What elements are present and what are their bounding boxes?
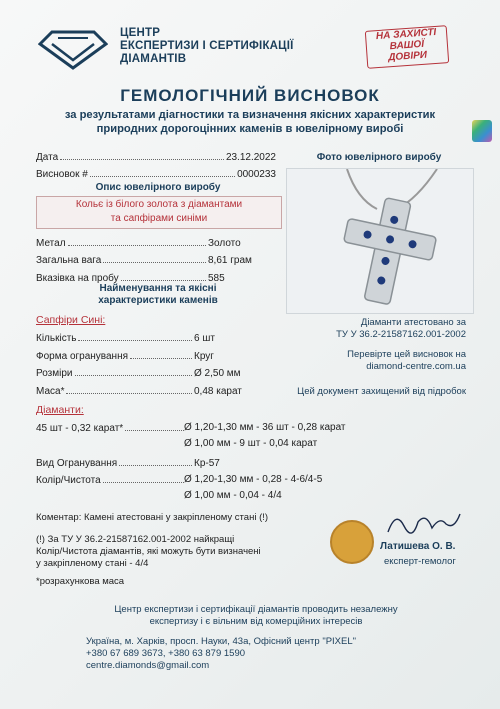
metal-value: Золото xyxy=(208,238,241,249)
subtitle-line-2: природних дорогоцінних каменів в ювелірному виробі xyxy=(96,123,404,135)
description-line-2: та сапфірами синіми xyxy=(110,213,208,224)
number-value: 0000233 xyxy=(237,169,276,180)
footer-line-2: експертизу і є вільним від комерційних інтересів xyxy=(149,616,363,627)
stones-heading xyxy=(36,283,280,307)
diamond-cut-value: Кр-57 xyxy=(194,458,220,469)
trust-stamp xyxy=(365,25,449,69)
contacts-block xyxy=(86,636,356,672)
footer-line-1: Центр експертизи і сертифікації діамантів проводить незалежну xyxy=(114,604,398,615)
org-line-3: ДІАМАНТІВ xyxy=(120,53,187,65)
number-row xyxy=(36,166,276,180)
item-description-box xyxy=(36,196,282,229)
spec-note xyxy=(36,534,261,570)
spec-note-line-2: Колір/Чистота діамантів, які можуть бути визначені xyxy=(36,546,261,557)
diamond-logo-icon xyxy=(38,30,108,70)
seal-icon xyxy=(330,520,374,564)
sapphire-size-label: Розміри xyxy=(36,368,73,379)
probe-label: Вказівка на пробу xyxy=(36,273,119,284)
protection-note: Цей документ захищений від підробок xyxy=(297,386,466,397)
stamp-line-3: ДОВІРИ xyxy=(387,49,428,64)
stones-heading-line-1: Найменування та якісні xyxy=(99,283,217,294)
probe-value: 585 xyxy=(208,273,225,284)
attestation-line-2: ТУ У 36.2-21587162.001-2002 xyxy=(336,329,466,340)
date-value: 23.12.2022 xyxy=(225,152,276,163)
attestation-line-1: Діаманти атестовано за xyxy=(360,317,466,328)
footer-statement xyxy=(86,604,426,628)
weight-row xyxy=(36,252,276,266)
sapphire-size-value: Ø 2,50 мм xyxy=(194,368,241,379)
spec-note-line-1: (!) За ТУ У 36.2-21587162.001-2002 найкращі xyxy=(36,534,235,545)
subtitle-line-1: за результатами діагностики та визначення якісних характеристик xyxy=(64,109,436,121)
diamond-color-row xyxy=(36,472,186,486)
diamond-total-label: 45 шт - 0,32 карат* xyxy=(36,423,124,434)
weight-label: Загальна вага xyxy=(36,255,102,266)
jewelry-photo xyxy=(286,168,474,314)
diamond-cut-label: Вид Огранування xyxy=(36,458,118,469)
description-heading: Опис ювелірного виробу xyxy=(95,182,221,193)
organization-name xyxy=(120,27,294,66)
verify-note xyxy=(280,349,466,373)
number-label: Висновок # xyxy=(36,169,88,180)
sapphire-qty-row xyxy=(36,330,276,344)
expert-role: експерт-гемолог xyxy=(384,556,456,567)
sapphire-qty-label: Кількість xyxy=(36,333,77,344)
sapphire-mass-row xyxy=(36,383,276,397)
stamp-line-1: НА ЗАХИСТІ xyxy=(375,26,437,43)
verify-line-1: Перевірте цей висновок на xyxy=(347,349,466,360)
photo-title: Фото ювелірного виробу xyxy=(316,152,442,163)
sapphire-cut-value: Круг xyxy=(194,351,214,362)
hologram-sticker xyxy=(472,120,492,142)
diamond-cut-row xyxy=(36,455,276,469)
attestation-note xyxy=(280,317,466,341)
sapphire-qty-value: 6 шт xyxy=(194,333,215,344)
stamp-line-2: ВАШОЇ xyxy=(389,38,425,53)
metal-row xyxy=(36,235,276,249)
diamond-color-label: Колір/Чистота xyxy=(36,475,101,486)
spec-note-line-3: у закріпленому стані - 4/4 xyxy=(36,558,149,569)
expert-name: Латишева О. В. xyxy=(380,541,456,552)
sapphire-mass-label: Маса* xyxy=(36,386,65,397)
signature-mark xyxy=(384,506,464,540)
sapphire-mass-value: 0,48 карат xyxy=(194,386,242,397)
date-label: Дата xyxy=(36,152,59,163)
diamond-size-line-2: Ø 1,00 мм - 9 шт - 0,04 карат xyxy=(184,438,318,449)
probe-row xyxy=(36,270,276,284)
date-row xyxy=(36,149,276,163)
org-line-2: ЕКСПЕРТИЗИ І СЕРТИФІКАЦІЇ xyxy=(120,40,294,52)
description-line-1: Кольє із білого золота з діамантами xyxy=(75,199,243,210)
sapphires-heading: Сапфіри Сині: xyxy=(36,314,106,326)
stones-heading-line-2: характеристики каменів xyxy=(98,295,218,306)
org-line-1: ЦЕНТР xyxy=(120,27,161,39)
address-text: Україна, м. Харків, просп. Науки, 43а, Офісний центр "PIXEL" xyxy=(86,636,357,647)
calc-mass-note: *розрахункова маса xyxy=(36,576,125,587)
diamond-total-row xyxy=(36,420,186,434)
comment-text: Коментар: Камені атестовані у закріпленому стані (!) xyxy=(36,512,269,523)
document-subtitle xyxy=(30,108,470,136)
verify-website-link[interactable]: diamond-centre.com.ua xyxy=(366,361,466,372)
phone-numbers: +380 67 689 3673, +380 63 879 1590 xyxy=(86,648,246,659)
metal-label: Метал xyxy=(36,238,66,249)
diamond-color-line-1: Ø 1,20-1,30 мм - 0,28 - 4-6/4-5 xyxy=(184,474,323,485)
sapphire-cut-row xyxy=(36,348,276,362)
diamond-size-line-1: Ø 1,20-1,30 мм - 36 шт - 0,28 карат xyxy=(184,422,346,433)
weight-value: 8,61 грам xyxy=(208,255,252,266)
diamonds-heading: Діаманти: xyxy=(36,404,84,416)
email-link[interactable]: centre.diamonds@gmail.com xyxy=(86,660,210,671)
diamond-color-line-2: Ø 1,00 мм - 0,04 - 4/4 xyxy=(184,490,282,501)
document-title: ГЕМОЛОГІЧНИЙ ВИСНОВОК xyxy=(120,86,380,105)
sapphire-cut-label: Форма огранування xyxy=(36,351,129,362)
sapphire-size-row xyxy=(36,365,276,379)
